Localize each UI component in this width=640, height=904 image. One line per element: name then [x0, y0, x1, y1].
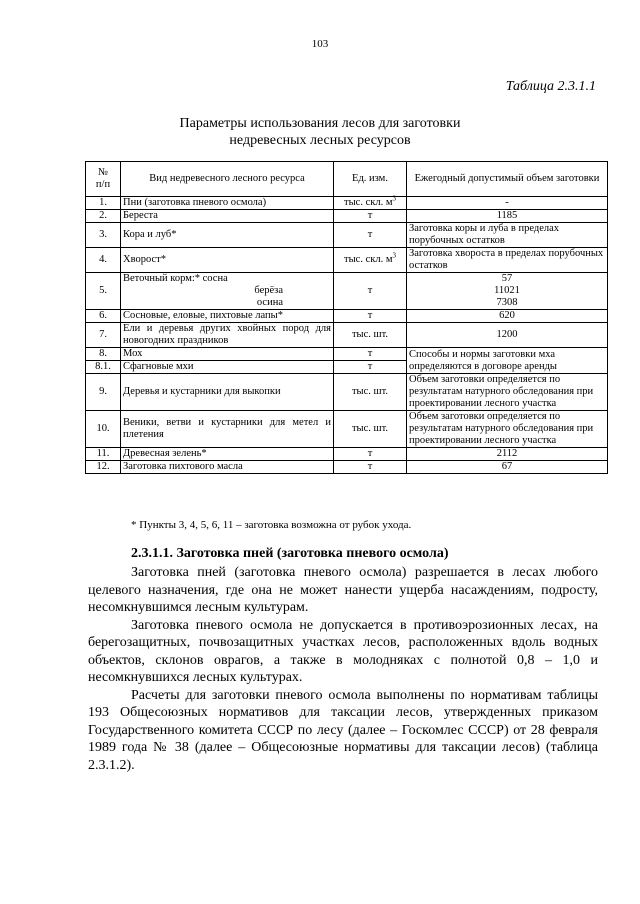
- row-resource-type: Береста: [121, 210, 334, 223]
- table-row: [86, 461, 608, 474]
- row-number: 12.: [86, 461, 121, 474]
- table-title: [0, 115, 640, 149]
- unit-text: тыс. скл. м: [344, 197, 393, 208]
- header-unit: Ед. изм.: [334, 162, 407, 197]
- row-unit: т: [334, 348, 407, 361]
- unit-text: тыс. скл. м: [344, 254, 393, 265]
- table-row: [86, 197, 608, 210]
- row-unit: т: [334, 223, 407, 248]
- table-row: [86, 411, 608, 448]
- unit-superscript: 3: [392, 194, 396, 203]
- row-number: 5.: [86, 273, 121, 310]
- row-resource-type: Заготовка пихтового масла: [121, 461, 334, 474]
- unit-superscript: 3: [392, 251, 396, 260]
- row-volume: -: [407, 197, 608, 210]
- row-unit: [334, 248, 407, 273]
- row-unit: т: [334, 361, 407, 374]
- table-header-row: [86, 162, 608, 197]
- row-number: 9.: [86, 374, 121, 411]
- table-row: [86, 348, 608, 361]
- parameters-table: [85, 161, 608, 474]
- table-row: [86, 273, 608, 310]
- row-volume: 620: [407, 310, 608, 323]
- row-number: 3.: [86, 223, 121, 248]
- fodder-label-pine: Веточный корм:* сосна: [123, 273, 228, 284]
- table-title-line-2: недревесных лесных ресурсов: [229, 133, 411, 148]
- row-unit: [334, 194, 407, 210]
- volume-birch: 11021: [494, 285, 520, 296]
- row-volume: 1200: [407, 323, 608, 348]
- row-resource-type: Пни (заготовка пневого осмола): [121, 197, 334, 210]
- section-heading: 2.3.1.1. Заготовка пней (заготовка пневого осмола): [131, 546, 449, 561]
- fodder-label-aspen: осина: [256, 297, 283, 308]
- row-volume: Объем заготовки определяется по результатам натурного обследования при проектировании лесного участка: [407, 411, 608, 448]
- row-resource-type: Хворост*: [121, 248, 334, 273]
- row-volume: 2112: [407, 448, 608, 461]
- header-annual-volume: Ежегодный допустимый объем заготовки: [407, 162, 608, 197]
- row-resource-type: Ели и деревья других хвойных пород для новогодних праздников: [121, 323, 334, 348]
- row-number: 1.: [86, 197, 121, 210]
- row-unit: т: [334, 448, 407, 461]
- paragraph: Заготовка пней (заготовка пневого осмола) разрешается в лесах любого целевого назначения, где она не может нанести ущерба насаждениям, подросту, несомкнувшимся лесным культурам.: [88, 565, 598, 615]
- table-label: Таблица 2.3.1.1: [505, 79, 596, 94]
- row-number: 8.: [86, 348, 121, 361]
- row-volume: Объем заготовки определяется по результатам натурного обследования при проектировании лесного участка: [407, 374, 608, 411]
- body-text: [88, 564, 598, 774]
- table-title-line-1: Параметры использования лесов для заготовки: [179, 116, 461, 131]
- volume-pine: 57: [501, 273, 513, 284]
- volume-aspen: 7308: [496, 297, 518, 308]
- row-unit: т: [334, 210, 407, 223]
- header-number: [86, 162, 121, 197]
- table-row: [86, 448, 608, 461]
- row-number: 2.: [86, 210, 121, 223]
- row-unit: т: [334, 273, 407, 310]
- fodder-label-birch: берёза: [254, 285, 283, 296]
- header-number-line-1: №: [97, 167, 109, 178]
- row-unit: т: [334, 310, 407, 323]
- row-unit: тыс. шт.: [334, 323, 407, 348]
- row-number: 4.: [86, 248, 121, 273]
- row-resource-type: Деревья и кустарники для выкопки: [121, 374, 334, 411]
- row-resource-type: Мох: [121, 348, 334, 361]
- row-number: 7.: [86, 323, 121, 348]
- row-volume: 1185: [407, 210, 608, 223]
- table-row: [86, 223, 608, 248]
- row-volume: Заготовка коры и луба в пределах порубочных остатков: [407, 223, 608, 248]
- row-resource-type: [121, 273, 334, 310]
- row-volume: 67: [407, 461, 608, 474]
- table-row: [86, 310, 608, 323]
- row-resource-type: Кора и луб*: [121, 223, 334, 248]
- row-unit: тыс. шт.: [334, 374, 407, 411]
- row-resource-type: Сосновые, еловые, пихтовые лапы*: [121, 310, 334, 323]
- header-number-line-2: п/п: [95, 179, 111, 190]
- row-volume: Заготовка хвороста в пределах порубочных остатков: [407, 248, 608, 273]
- row-resource-type: Сфагновые мхи: [121, 361, 334, 374]
- table-row: [86, 248, 608, 273]
- page-number: 103: [311, 38, 329, 50]
- table-row: [86, 323, 608, 348]
- row-number: 6.: [86, 310, 121, 323]
- row-number: 11.: [86, 448, 121, 461]
- row-resource-type: Древесная зелень*: [121, 448, 334, 461]
- row-number: 8.1.: [86, 361, 121, 374]
- table-row: [86, 374, 608, 411]
- table-row: [86, 210, 608, 223]
- row-number: 10.: [86, 411, 121, 448]
- row-volume: Способы и нормы заготовки мха определяются в договоре аренды: [407, 348, 608, 374]
- paragraph: Расчеты для заготовки пневого осмола выполнены по нормативам таблицы 193 Общесоюзных нормативов для таксации лесов, утвержденных приказом Государственного комитета СССР по лесу (далее – Госкомлес СССР) от 28 февраля 1989 года № 38 (далее – Общесоюзные нормативы для таксации лесов) (таблица 2.3.1.2).: [88, 687, 598, 773]
- header-resource-type: Вид недревесного лесного ресурса: [121, 162, 334, 197]
- row-volume: [407, 273, 608, 310]
- paragraph: Заготовка пневого осмола не допускается в противоэрозионных лесах, на берегозащитных, почвозащитных участках лесов, расположенных вдоль водных объектов, склонов оврагов, а также в молодняках с полнотой 0,8 – 1,0 и несомкнувшихся лесных культурах.: [88, 617, 598, 685]
- row-unit: тыс. шт.: [334, 411, 407, 448]
- row-unit: т: [334, 461, 407, 474]
- row-resource-type: Веники, ветви и кустарники для метел и плетения: [121, 411, 334, 448]
- table-footnote: * Пункты 3, 4, 5, 6, 11 – заготовка возможна от рубок ухода.: [131, 519, 412, 531]
